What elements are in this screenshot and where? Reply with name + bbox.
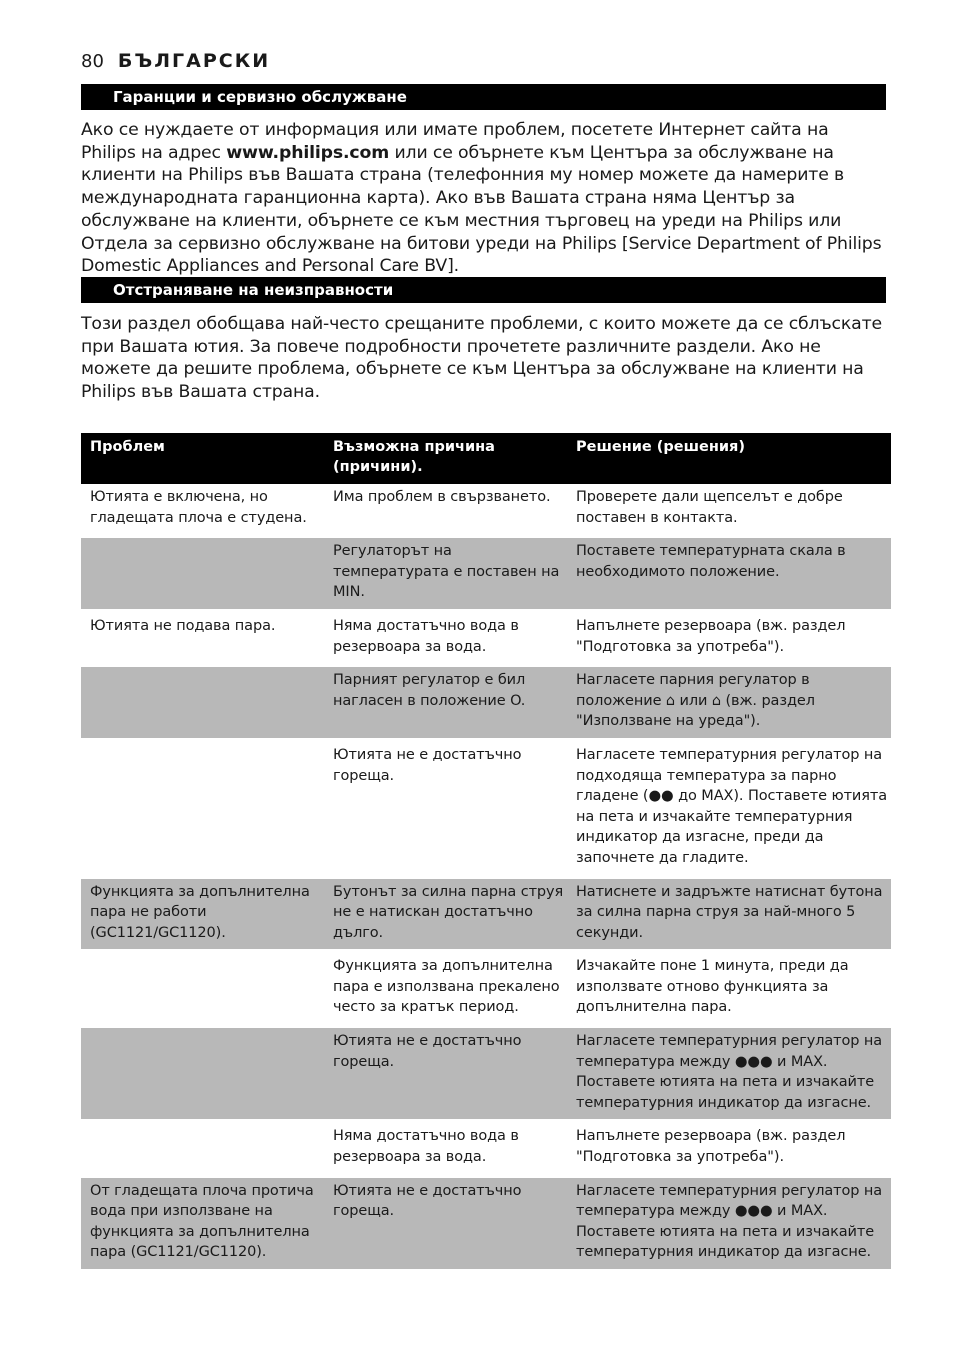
warranty-text-end: или се обърнете към Центъра за обслужване на клиенти на Philips във Вашата страна (телефонния му номер можете да намерите в международната гаранционна карта). Ако във Вашата страна няма Център за обслужване на клиенти, обърнете се към местния търговец на уреди на Philips или Отдела за сервизно обслужване на битови уреди на Philips [Service Department of Philips Domestic Appliances and Personal Care BV].: [81, 142, 882, 277]
table-body: [81, 484, 891, 1269]
table-row: [81, 665, 891, 740]
warranty-text-start: Ако се нуждаете от информация или имате проблем, посетете Интернет сайта на Philips на адрес: [81, 120, 829, 163]
cell-cause: Има проблем в свързването.: [324, 484, 567, 536]
cell-solution: Изчакайте поне 1 минута, преди да използвате отново функцията за допълнителна пара.: [567, 951, 891, 1026]
cell-problem: [81, 951, 324, 1026]
warranty-paragraph: [81, 119, 886, 278]
section-title-troubleshooting: Отстраняване на неизправности: [81, 277, 886, 303]
table-header-row: [81, 433, 891, 484]
page-number: 80: [81, 51, 104, 72]
table-row: [81, 536, 891, 611]
page-header: [81, 50, 270, 72]
language-heading: БЪЛГАРСКИ: [117, 50, 271, 72]
cell-cause: Ютията не е достатъчно гореща.: [324, 740, 567, 877]
cell-problem: [81, 665, 324, 740]
section-title-warranty: Гаранции и сервизно обслужване: [81, 84, 886, 110]
cell-problem: От гладещата плоча протича вода при използване на функцията за допълнителна пара (GC1121/GC1120).: [81, 1176, 324, 1269]
cell-cause: Ютията не е достатъчно гореща.: [324, 1026, 567, 1121]
troubleshooting-table: [81, 433, 891, 1269]
cell-problem: [81, 536, 324, 611]
header-cause: Възможна причина (причини).: [324, 433, 567, 484]
cell-solution: Проверете дали щепселът е добре поставен в контакта.: [567, 484, 891, 536]
table-row: [81, 1176, 891, 1269]
cell-solution: Поставете температурната скала в необходимото положение.: [567, 536, 891, 611]
cell-solution: Нагласете температурния регулатор на температура между ●●● и MAX. Поставете ютията на пета и изчакайте температурния индикатор да изгасне.: [567, 1026, 891, 1121]
cell-cause: Няма достатъчно вода в резервоара за вода.: [324, 611, 567, 665]
cell-cause: Бутонът за силна парна струя не е натискан достатъчно дълго.: [324, 877, 567, 952]
cell-cause: Функцията за допълнителна пара е използвана прекалено често за кратък период.: [324, 951, 567, 1026]
cell-problem: Ютията е включена, но гладещата плоча е студена.: [81, 484, 324, 536]
cell-problem: [81, 1026, 324, 1121]
cell-problem: Ютията не подава пара.: [81, 611, 324, 665]
table-row: [81, 1026, 891, 1121]
philips-website-link[interactable]: www.philips.com: [226, 142, 390, 163]
cell-solution: Нагласете температурния регулатор на температура между ●●● и MAX. Поставете ютията на пета и изчакайте температурния индикатор да изгасне.: [567, 1176, 891, 1269]
table-row: [81, 1121, 891, 1175]
table-row: [81, 740, 891, 877]
table-row: [81, 877, 891, 952]
cell-cause: Регулаторът на температурата е поставен на MIN.: [324, 536, 567, 611]
cell-problem: Функцията за допълнителна пара не работи (GC1121/GC1120).: [81, 877, 324, 952]
table-row: [81, 611, 891, 665]
cell-solution: Напълнете резервоара (вж. раздел "Подготовка за употреба").: [567, 1121, 891, 1175]
troubleshooting-paragraph: Този раздел обобщава най-често срещаните проблеми, с които можете да се сблъскате при Вашата ютия. За повече подробности прочетете различните раздели. Ако не можете да решите проблема, обърнете се към Центъра за обслужване на клиенти на Philips във Вашата страна.: [81, 314, 882, 403]
table-row: [81, 951, 891, 1026]
cell-solution: Нагласете температурния регулатор на подходяща температура за парно гладене (●● до MAX). Поставете ютията на пета и изчакайте температурния индикатор да изгасне, преди да започнете да гладите.: [567, 740, 891, 877]
cell-problem: [81, 740, 324, 877]
cell-cause: Няма достатъчно вода в резервоара за вода.: [324, 1121, 567, 1175]
cell-solution: Нагласете парния регулатор в положение ⌂ или ⌂ (вж. раздел "Използване на уреда").: [567, 665, 891, 740]
header-problem: Проблем: [81, 433, 324, 484]
table-row: [81, 484, 891, 536]
header-solution: Решение (решения): [567, 433, 891, 484]
cell-solution: Напълнете резервоара (вж. раздел "Подготовка за употреба").: [567, 611, 891, 665]
cell-problem: [81, 1121, 324, 1175]
cell-cause: Парният регулатор е бил нагласен в положение O.: [324, 665, 567, 740]
cell-solution: Натиснете и задръжте натиснат бутона за силна парна струя за най-много 5 секунди.: [567, 877, 891, 952]
cell-cause: Ютията не е достатъчно гореща.: [324, 1176, 567, 1269]
